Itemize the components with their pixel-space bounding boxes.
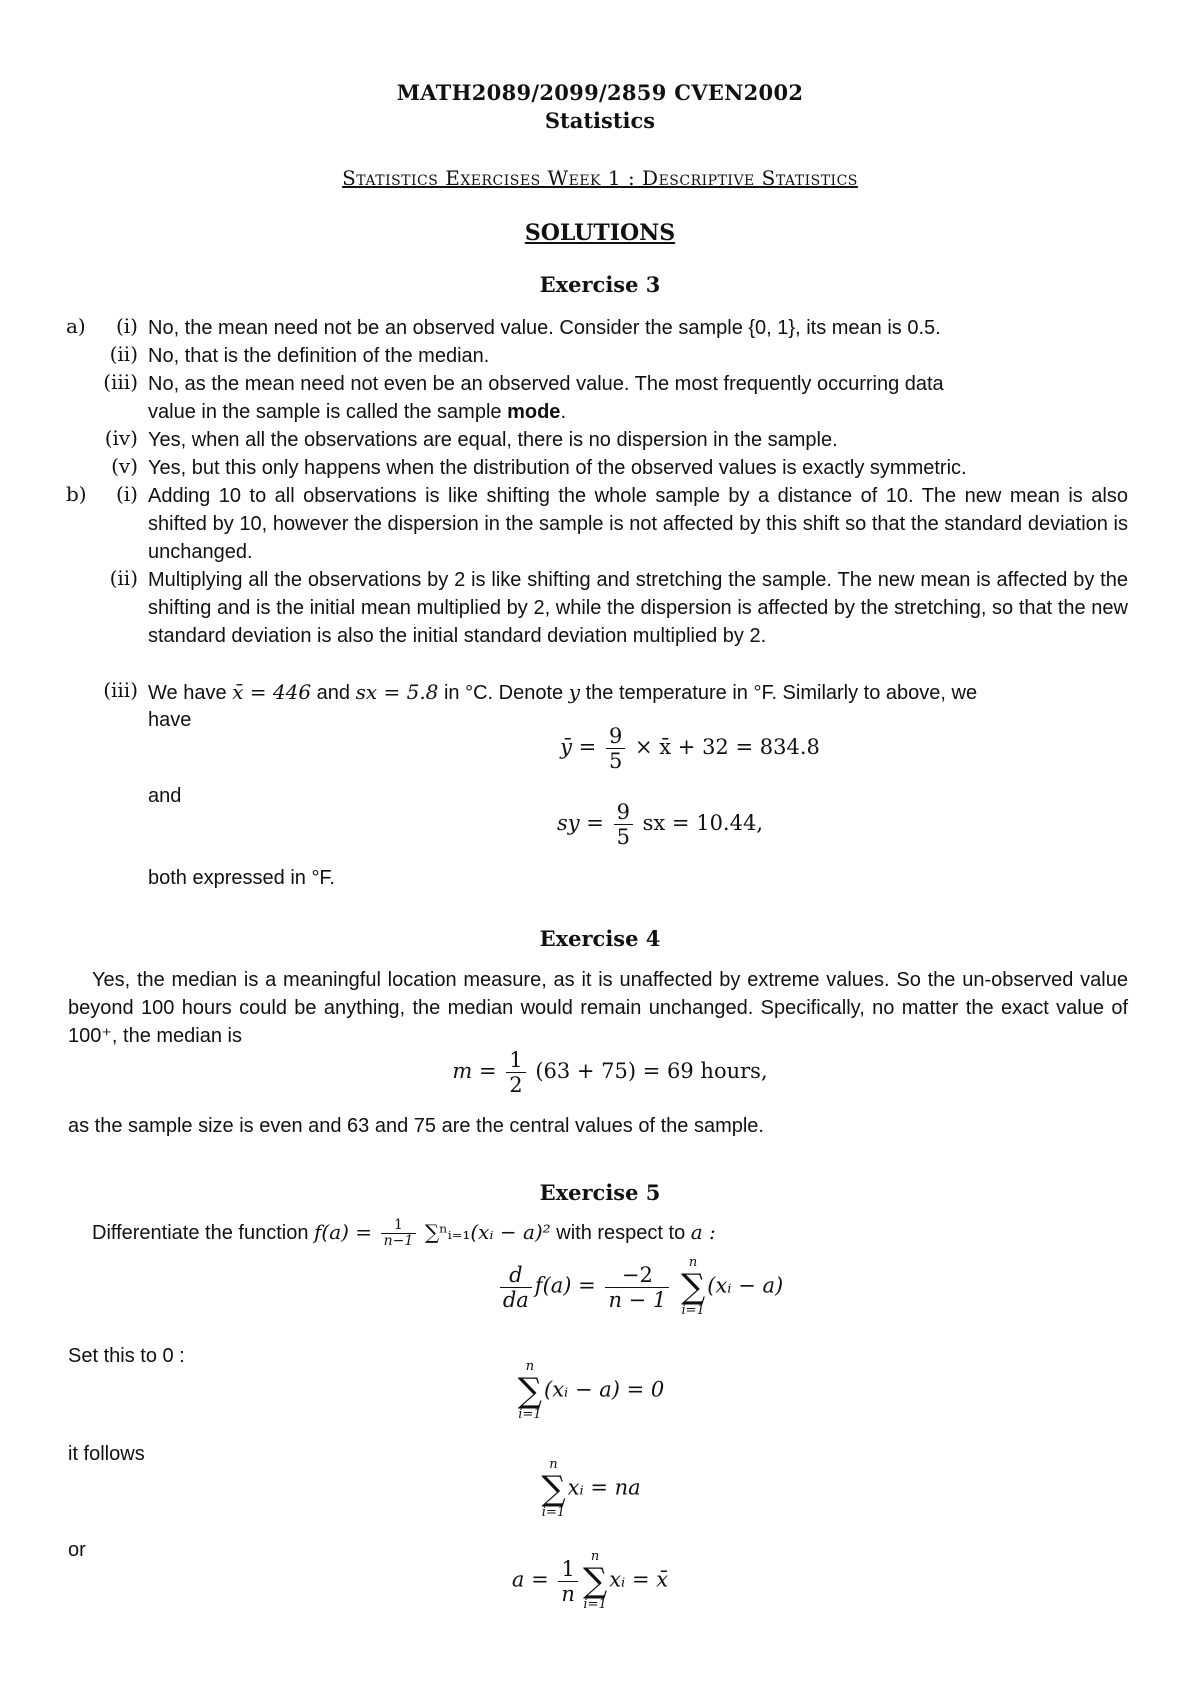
frac-num: 1 bbox=[506, 1048, 525, 1073]
frac-den: n − 1 bbox=[608, 1287, 667, 1312]
eq-sy-lhs: sy = bbox=[556, 811, 604, 835]
inline-expr: (xᵢ − a)² bbox=[470, 1220, 551, 1244]
a-i-label: (i) bbox=[115, 314, 138, 338]
b-iii-text-c: the temperature in °F. Similarly to above, we bbox=[585, 682, 978, 704]
frac-den: 5 bbox=[616, 825, 630, 849]
equation-sum-na bbox=[0, 1458, 1190, 1520]
frac-num: 1 bbox=[381, 1218, 417, 1234]
inline-sum: ∑ⁿᵢ₌₁ bbox=[424, 1220, 471, 1244]
eq-sy-rhs: sx = 10.44, bbox=[642, 811, 764, 835]
sum-sigma: ∑ bbox=[680, 1267, 706, 1307]
frac-den: n−1 bbox=[383, 1233, 414, 1250]
eq-derivative-rhs: (xᵢ − a) bbox=[707, 1273, 784, 1298]
both-expressed-text: both expressed in °F. bbox=[148, 867, 335, 889]
frac-num: 9 bbox=[606, 724, 625, 749]
ex5-intro-text-b: with respect to bbox=[556, 1222, 686, 1244]
a-iii-text: value in the sample is called the sample bbox=[148, 401, 502, 423]
a-v-text: Yes, but this only happens when the distribution of the observed values is exactly symmetric. bbox=[148, 457, 967, 479]
fraction-1-2 bbox=[506, 1048, 525, 1097]
equation-a-mean bbox=[0, 1550, 1190, 1612]
y-variable: y bbox=[568, 680, 581, 704]
exercise-4-title: Exercise 4 bbox=[539, 926, 661, 951]
sx-value: sx = 5.8 bbox=[355, 680, 439, 704]
a-iii-line2 bbox=[148, 398, 566, 426]
eq-median-rhs: (63 + 75) = 69 hours, bbox=[535, 1059, 768, 1083]
b-iii-and: and bbox=[316, 682, 351, 704]
part-a-label: a) bbox=[66, 314, 86, 338]
xbar-value: x̄ = 446 bbox=[232, 680, 312, 704]
equation-median bbox=[10, 1048, 1200, 1097]
it-follows-text: it follows bbox=[68, 1443, 145, 1465]
eq-sum-zero-rhs: (xᵢ − a) = 0 bbox=[544, 1377, 665, 1402]
a-ii-text: No, that is the definition of the median. bbox=[148, 345, 490, 367]
frac-den: da bbox=[502, 1287, 529, 1312]
ex5-intro bbox=[92, 1218, 716, 1249]
frac-num: −2 bbox=[605, 1263, 669, 1288]
or-text: or bbox=[68, 1539, 86, 1561]
sum-top: n bbox=[525, 1359, 535, 1374]
variable-a: a : bbox=[690, 1220, 716, 1244]
eq-ybar-rhs: × x̄ + 32 = 834.8 bbox=[635, 735, 820, 759]
eq-derivative-f: f(a) = bbox=[534, 1273, 596, 1298]
b-i-label: (i) bbox=[115, 482, 138, 506]
b-iii-text-b: in °C. Denote bbox=[443, 682, 564, 704]
ex4-paragraph: Yes, the median is a meaningful location measure, as it is unaffected by extreme values. So the un-observed value beyond 100 hours could be anything, the median would remain unchanged. Specifically, no matter the exact value of 100⁺, the median is bbox=[68, 969, 1128, 1047]
a-iv-text: Yes, when all the observations are equal, there is no dispersion in the sample. bbox=[148, 429, 838, 451]
exercise-3-title: Exercise 3 bbox=[539, 272, 661, 297]
sum-sigma: ∑ bbox=[582, 1561, 608, 1601]
part-b-label: b) bbox=[66, 482, 87, 506]
course-subtitle: Statistics bbox=[544, 108, 656, 133]
frac-num: d bbox=[500, 1263, 532, 1288]
b-iii-line1 bbox=[148, 678, 977, 707]
course-code: MATH2089/2099/2859 CVEN2002 bbox=[396, 80, 804, 105]
equation-ybar bbox=[90, 724, 1200, 773]
fraction-1-n bbox=[558, 1557, 578, 1606]
a-iv-label: (iv) bbox=[104, 426, 138, 450]
exercise-5-title: Exercise 5 bbox=[539, 1180, 661, 1205]
eq-sum-na-rhs: xᵢ = na bbox=[567, 1475, 641, 1500]
mode-term: mode bbox=[507, 401, 561, 423]
b-i-text: Adding 10 to all observations is like shifting the whole sample by a distance of 10. The new mean is also shifted by 10, however the dispersion in the sample is not affected by this shift so that the standard deviation is unchanged. bbox=[148, 485, 1128, 563]
summation bbox=[518, 1360, 542, 1422]
fraction-minus2 bbox=[605, 1263, 669, 1312]
b-ii-label: (ii) bbox=[109, 566, 138, 590]
eq-a-lhs: a = bbox=[511, 1567, 549, 1592]
a-iii-line1: No, as the mean need not even be an observed value. The most frequently occurring data bbox=[148, 373, 944, 395]
set-to-zero-text: Set this to 0 : bbox=[68, 1345, 185, 1367]
frac-den: n bbox=[561, 1581, 575, 1606]
frac-den: 5 bbox=[608, 749, 623, 773]
a-i-text: No, the mean need not be an observed value. Consider the sample {0, 1}, its mean is 0.5. bbox=[148, 317, 941, 339]
a-iii-period: . bbox=[560, 401, 566, 423]
sheet-title: Statistics Exercises Week 1 : Descriptive Statistics bbox=[342, 166, 858, 190]
b-iii-text-a: We have bbox=[148, 682, 227, 704]
sum-top: n bbox=[590, 1549, 600, 1564]
summation bbox=[541, 1458, 565, 1520]
fraction-9-5 bbox=[606, 724, 625, 773]
sum-top: n bbox=[688, 1255, 698, 1270]
equation-sum-zero bbox=[0, 1360, 1190, 1422]
function-fa: f(a) = bbox=[314, 1220, 373, 1244]
ex4-conclusion: as the sample size is even and 63 and 75 are the central values of the sample. bbox=[68, 1115, 764, 1137]
sum-sigma: ∑ bbox=[517, 1371, 543, 1411]
frac-num: 9 bbox=[614, 800, 633, 825]
a-iii-label: (iii) bbox=[103, 370, 138, 394]
sum-top: n bbox=[549, 1457, 558, 1472]
b-iii-line2: have bbox=[148, 709, 192, 731]
equation-sy bbox=[60, 800, 1200, 849]
sum-sigma: ∑ bbox=[541, 1469, 566, 1509]
fraction-1-n-1 bbox=[381, 1218, 417, 1249]
equation-derivative bbox=[40, 1256, 1200, 1318]
sum-bottom: i=1 bbox=[541, 1505, 566, 1520]
summation bbox=[681, 1256, 705, 1318]
eq-ybar-lhs: ȳ = bbox=[560, 735, 597, 759]
solutions-heading: SOLUTIONS bbox=[524, 220, 676, 246]
summation bbox=[583, 1550, 607, 1612]
frac-den: 2 bbox=[509, 1073, 523, 1097]
a-ii-label: (ii) bbox=[109, 342, 138, 366]
sum-bottom: i=1 bbox=[518, 1407, 542, 1422]
a-v-label: (v) bbox=[111, 454, 138, 478]
ex5-intro-text: Differentiate the function bbox=[92, 1222, 309, 1244]
b-ii-text: Multiplying all the observations by 2 is like shifting and stretching the sample. The new mean is affected by the shifting and is the initial mean multiplied by 2, while the dispersion is affected by the stretching, so that the new standard deviation is also the initial standard deviation multiplied by 2. bbox=[148, 569, 1128, 647]
eq-median-lhs: m = bbox=[452, 1059, 497, 1083]
sum-bottom: i=1 bbox=[583, 1597, 607, 1612]
eq-a-rhs: xᵢ = x̄ bbox=[609, 1567, 669, 1592]
fraction-d-da bbox=[500, 1263, 532, 1312]
and-text: and bbox=[148, 785, 182, 807]
b-iii-label: (iii) bbox=[103, 678, 138, 702]
frac-num: 1 bbox=[558, 1557, 578, 1582]
fraction-9-5-b bbox=[614, 800, 633, 849]
sum-bottom: i=1 bbox=[681, 1303, 705, 1318]
